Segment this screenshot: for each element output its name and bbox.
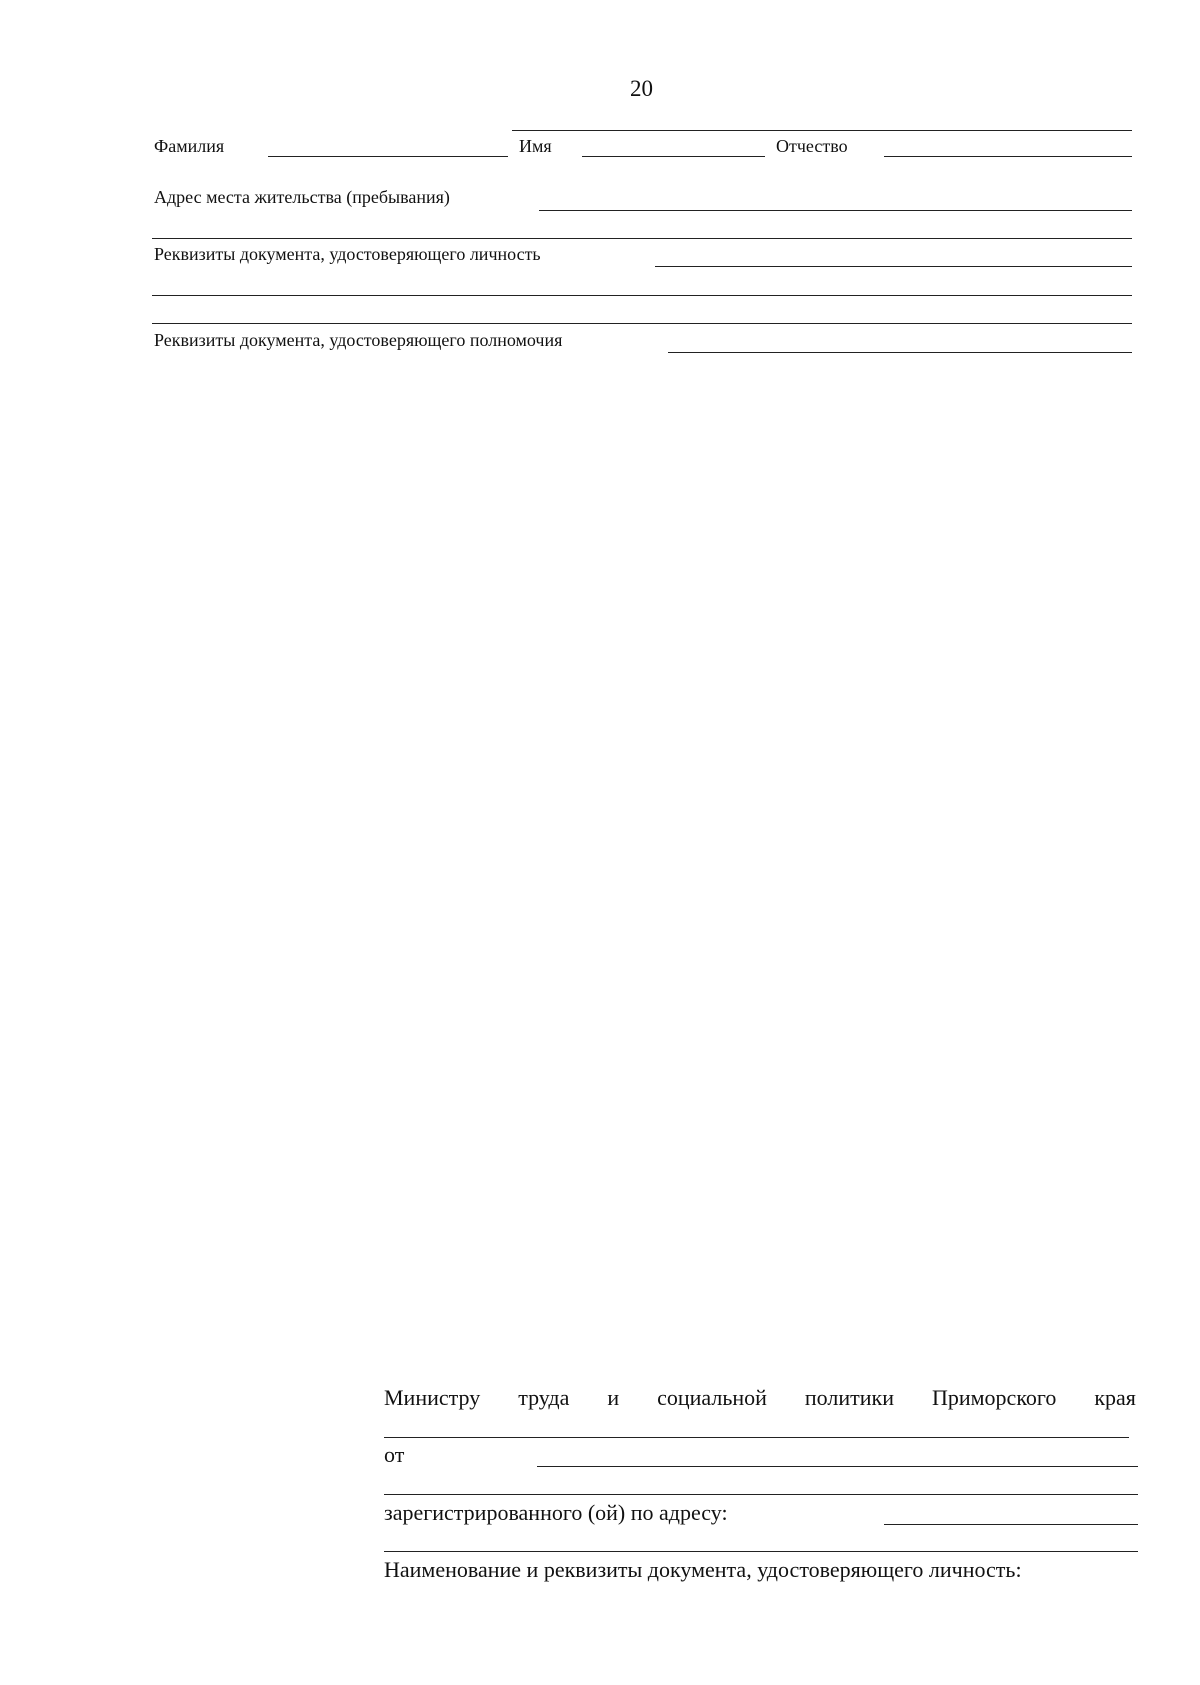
authority-doc-label: Реквизиты документа, удостоверяющего полномочия — [154, 330, 563, 350]
name-underline — [582, 156, 765, 157]
authority-doc-field[interactable] — [668, 328, 1132, 352]
from-field[interactable] — [537, 1440, 1138, 1464]
addressee-word: труда — [518, 1385, 570, 1410]
from-label: от — [384, 1442, 405, 1467]
addressee-word: политики — [804, 1385, 894, 1410]
address-continuation-line — [152, 238, 1132, 239]
identity-doc-continuation-line — [152, 295, 1132, 296]
identity-doc-field[interactable] — [655, 242, 1132, 266]
from-continuation-line — [384, 1494, 1138, 1495]
registered-address-label: зарегистрированного (ой) по адресу: — [384, 1500, 728, 1525]
name-field[interactable] — [582, 132, 765, 156]
patronymic-label: Отчество — [776, 136, 848, 156]
addressee-underline — [384, 1437, 1129, 1438]
addressee-line — [384, 1385, 1136, 1411]
name-label: Имя — [519, 136, 552, 156]
separator-line — [152, 323, 1132, 324]
addressee-word: Министру — [384, 1385, 481, 1410]
patronymic-underline — [884, 156, 1132, 157]
addressee-word: Приморского — [931, 1385, 1057, 1410]
page-number: 20 — [630, 76, 653, 101]
addressee-word: и — [607, 1385, 620, 1410]
address-field[interactable] — [539, 185, 1132, 209]
registered-address-underline — [884, 1524, 1138, 1525]
identity-doc-underline — [655, 266, 1132, 267]
identity-doc-label: Реквизиты документа, удостоверяющего личность — [154, 244, 541, 264]
separator-line — [512, 130, 1132, 131]
identity-document-label: Наименование и реквизиты документа, удостоверяющего личность: — [384, 1557, 1022, 1582]
surname-underline — [268, 156, 508, 157]
registered-address-continuation-line — [384, 1551, 1138, 1552]
surname-label: Фамилия — [154, 136, 225, 156]
patronymic-field[interactable] — [884, 132, 1132, 156]
authority-doc-underline — [668, 352, 1132, 353]
surname-field[interactable] — [268, 132, 508, 156]
addressee-word: края — [1094, 1385, 1136, 1410]
address-label: Адрес места жительства (пребывания) — [154, 187, 450, 207]
addressee-word: социальной — [657, 1385, 767, 1410]
address-underline — [539, 210, 1132, 211]
from-underline — [537, 1466, 1138, 1467]
registered-address-field[interactable] — [884, 1498, 1138, 1522]
